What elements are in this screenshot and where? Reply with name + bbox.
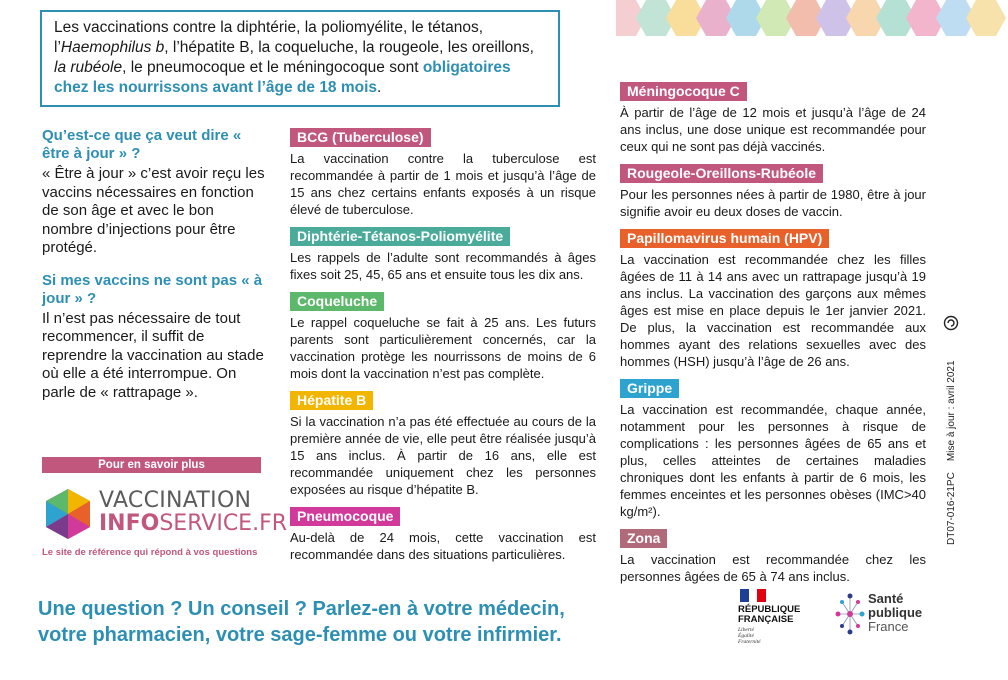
vaccination-info-service-logo[interactable]	[42, 487, 288, 543]
intro-line-1: Les vaccinations contre la diphtérie, la poliomyélite, le tétanos,	[54, 19, 484, 36]
decorative-hexagon-pattern	[616, 0, 1008, 42]
section-tag: Papillomavirus humain (HPV)	[620, 229, 829, 248]
section-text: Le rappel coqueluche se fait à 25 ans. Les futurs parents sont particulièrement concernés, car la vaccination protège les nourrissons de moins de 6 mois dont la vaccination n’est pas complète.	[290, 315, 596, 381]
vaccine-column-right	[620, 82, 926, 594]
faq-question: Qu’est-ce que ça veut dire « être à jour » ?	[42, 127, 242, 162]
spf-line-3: France	[868, 619, 909, 634]
vaccine-section-coqueluche	[290, 292, 596, 382]
vaccine-section-pneumocoque	[290, 507, 596, 563]
section-tag: Pneumocoque	[290, 507, 400, 526]
section-text: Les rappels de l’adulte sont recommandés à âges fixes soit 25, 45, 65 ans et ensuite tous les dix ans.	[290, 250, 596, 282]
faq-answer: Il n’est pas nécessaire de tout recommencer, il suffit de reprendre la vaccination au stade où elle a été interrompue. On parle de « rattrapage ».	[42, 309, 264, 401]
vaccine-section-zona	[620, 529, 926, 585]
vaccine-section-grippe	[620, 379, 926, 520]
spf-line-2: publique	[868, 605, 923, 620]
section-text: La vaccination est recommandée chez les personnes âgées de 65 à 74 ans inclus.	[620, 552, 926, 584]
flag-band-white	[749, 589, 758, 602]
bottom-message-line-2: votre pharmacien, votre sage-femme ou votre infirmier.	[38, 624, 562, 646]
intro-line-3: la rubéole, le pneumocoque et le méningocoque sont obligatoires	[54, 59, 511, 76]
recycle-icon	[943, 315, 959, 331]
section-text: La vaccination est recommandée, chaque année, notamment pour les personnes à risque de complications : les personnes âgées de 65 ans et plus, celles atteintes de certaines maladies chroniques dont les enfants à partir de 6 mois, les femmes enceintes et les personnes obèses (IMC>40 kg/m²).	[620, 402, 926, 519]
section-text: Si la vaccination n’a pas été effectuée au cours de la première année de vie, elle peut être réalisée jusqu’à 15 ans inclus. À partir de 16 ans, elle est recommandée uniquement chez les personnes exposées au risque d’hépatite B.	[290, 414, 596, 497]
vaccination-hexagon-logo-icon	[42, 487, 94, 541]
section-tag: Rougeole-Oreillons-Rubéole	[620, 164, 823, 183]
section-tag: Zona	[620, 529, 667, 548]
section-text: À partir de l’âge de 12 mois et jusqu’à l’âge de 24 ans inclus, une dose unique est recommandée pour ceux qui ne sont pas déjà vaccinés.	[620, 105, 926, 154]
republique-francaise-logo	[738, 589, 818, 649]
logo-text-vaccination: VACCINATION	[99, 488, 252, 513]
motto-egalite: Égalité	[738, 633, 754, 639]
motto-fraternite: Fraternité	[738, 639, 761, 645]
motto-liberte: Liberté	[738, 627, 754, 633]
vaccine-section-hepatite-b	[290, 391, 596, 498]
section-text: La vaccination est recommandée chez les filles âgées de 11 à 14 ans avec un rattrapage jusqu’à 19 ans inclus. La vaccination des garçons aux mêmes âges est mise en place depuis le 1er janvier 2021. De plus, la vaccination est recommandée aux hommes ayant des relations sexuelles avec des hommes (HSH) jusqu’à l’âge de 26 ans.	[620, 252, 926, 369]
faq-column	[42, 127, 267, 402]
vaccine-column-middle	[290, 128, 596, 572]
vaccine-section-dtp	[290, 227, 596, 283]
section-text: La vaccination contre la tuberculose est recommandée à partir de 1 mois et jusqu’à l’âge de 15 ans chez certains enfants exposés à un risque élevé de tuberculose.	[290, 151, 596, 217]
logo-subtitle: Le site de référence qui répond à vos questions	[42, 547, 258, 558]
vaccine-section-ror	[620, 164, 926, 220]
faq-answer: « Être à jour » c’est avoir reçu les vaccins nécessaires en fonction de son âge et avec le bon nombre d’injections pour être protégé.	[42, 165, 265, 256]
republique-name	[738, 605, 818, 625]
republique-motto	[738, 627, 818, 645]
faq-question: Si mes vaccins ne sont pas « à jour » ?	[42, 271, 263, 307]
vaccine-section-bcg	[290, 128, 596, 218]
vaccine-section-meningocoque	[620, 82, 926, 155]
intro-line-4: chez les nourrissons avant l’âge de 18 mois.	[54, 79, 382, 96]
intro-box	[40, 10, 560, 107]
republique-name-line-1: RÉPUBLIQUE	[738, 604, 801, 615]
section-tag: Hépatite B	[290, 391, 373, 410]
faq-item	[42, 127, 267, 258]
more-info-label: Pour en savoir plus	[42, 457, 261, 473]
bottom-message-line-1: Une question ? Un conseil ? Parlez-en à votre médecin,	[38, 598, 565, 620]
french-flag-icon	[740, 589, 766, 602]
bottom-message	[38, 596, 638, 648]
section-tag: Méningocoque C	[620, 82, 747, 101]
sante-publique-france-logo	[834, 592, 944, 642]
spf-line-1: Santé	[868, 591, 904, 606]
section-tag: BCG (Tuberculose)	[290, 128, 431, 147]
section-tag: Coqueluche	[290, 292, 384, 311]
faq-item	[42, 272, 267, 403]
republique-name-line-2: FRANÇAISE	[738, 614, 794, 625]
flag-band-blue	[740, 589, 749, 602]
section-tag: Grippe	[620, 379, 679, 398]
document-ref-code: DT07-016-21PC	[946, 472, 957, 545]
flag-band-red	[757, 589, 766, 602]
sante-publique-text	[868, 592, 922, 634]
section-text: Pour les personnes nées à partir de 1980, être à jour signifie avoir eu deux doses de vaccin.	[620, 187, 926, 219]
vaccine-section-hpv	[620, 229, 926, 370]
document-reference	[946, 360, 957, 545]
sante-publique-dots-icon	[834, 592, 866, 636]
section-tag: Diphtérie-Tétanos-Poliomyélite	[290, 227, 510, 246]
logo-text-infoservice: INFOSERVICE.FR	[99, 511, 288, 536]
intro-line-2: l’Haemophilus b, l’hépatite B, la coqueluche, la rougeole, les oreillons,	[54, 39, 534, 56]
section-text: Au-delà de 24 mois, cette vaccination est recommandée dans des situations particulières.	[290, 530, 596, 562]
document-update-date: Mise à jour : avril 2021	[946, 360, 957, 462]
